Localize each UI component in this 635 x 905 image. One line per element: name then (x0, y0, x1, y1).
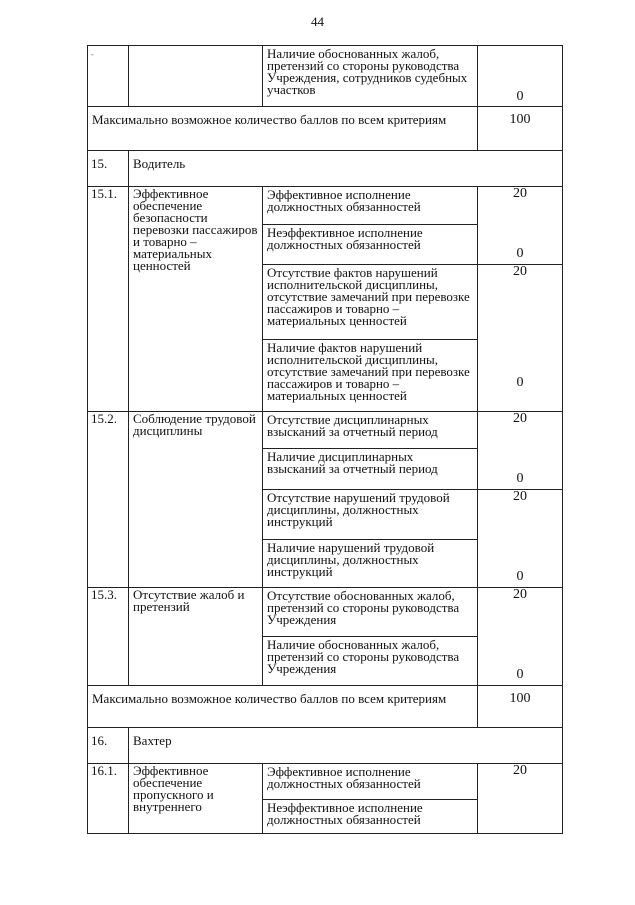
score-value: 0 (478, 46, 563, 107)
section-header-row (88, 151, 563, 187)
item-number: 16.1. (88, 764, 129, 834)
criterion-text: Отсутствие обоснованных жалоб, претензий со стороны руководства Учреждения (263, 588, 478, 637)
section-number: 16. (88, 728, 129, 764)
score-cell (478, 265, 563, 412)
item-name: Эффективное обеспечение пропускного и внутреннего (129, 764, 263, 834)
section-title: Водитель (129, 151, 563, 187)
criterion-text: Эффективное исполнение должностных обязанностей (263, 187, 478, 225)
total-score: 100 (478, 107, 563, 151)
score-value: 20 (513, 411, 527, 426)
score-value: 20 (513, 186, 527, 201)
criterion-text: Наличие обоснованных жалоб, претензий со стороны руководства Учреждения (263, 637, 478, 686)
continuation-mark: - (91, 50, 94, 59)
score-cell (478, 412, 563, 490)
criterion-text: Неэффективное исполнение должностных обязанностей (263, 225, 478, 265)
section-title: Вахтер (129, 728, 563, 764)
table-row (88, 588, 563, 637)
score-cell (478, 187, 563, 265)
table-cell (88, 46, 129, 107)
table-row (88, 46, 563, 107)
criterion-text: Наличие нарушений трудовой дисциплины, должностных инструкций (263, 540, 478, 588)
criterion-text: Неэффективное исполнение должностных обязанностей (263, 800, 478, 834)
score-cell (478, 764, 563, 834)
item-name: Соблюдение трудовой дисциплины (129, 412, 263, 588)
item-number: 15.1. (88, 187, 129, 412)
section-number: 15. (88, 151, 129, 187)
criterion-text: Наличие обоснованных жалоб, претензий со стороны руководства Учреждения, сотрудников судебных участков (263, 46, 478, 107)
table-row (88, 764, 563, 800)
total-label: Максимально возможное количество баллов по всем критериям (88, 686, 478, 728)
score-value: 0 (516, 667, 524, 682)
total-row (88, 686, 563, 728)
score-value: 0 (516, 471, 524, 486)
item-name: Отсутствие жалоб и претензий (129, 588, 263, 686)
item-name: Эффективное обеспечение безопасности перевозки пассажиров и товарно – материальных ценностей (129, 187, 263, 412)
criterion-text: Наличие дисциплинарных взысканий за отчетный период (263, 449, 478, 490)
criterion-text: Отсутствие дисциплинарных взысканий за отчетный период (263, 412, 478, 449)
score-value: 20 (513, 763, 527, 778)
table-cell (129, 46, 263, 107)
table-row (88, 412, 563, 449)
total-label: Максимально возможное количество баллов по всем критериям (88, 107, 478, 151)
criteria-table (87, 45, 563, 834)
criterion-text: Отсутствие фактов нарушений исполнительской дисциплины, отсутствие замечаний при перевозке пассажиров и товарно – материальных ценностей (263, 265, 478, 340)
item-number: 15.2. (88, 412, 129, 588)
table-row (88, 187, 563, 225)
total-score: 100 (478, 686, 563, 728)
score-value: 0 (516, 569, 524, 584)
score-value: 20 (513, 587, 527, 602)
score-value: 20 (513, 489, 527, 504)
score-value: 0 (516, 246, 524, 261)
item-number: 15.3. (88, 588, 129, 686)
criterion-text: Отсутствие нарушений трудовой дисциплины, должностных инструкций (263, 490, 478, 540)
section-header-row (88, 728, 563, 764)
criterion-text: Наличие фактов нарушений исполнительской дисциплины, отсутствие замечаний при перевозке пассажиров и товарно – материальных ценностей (263, 340, 478, 412)
total-row (88, 107, 563, 151)
page-number: 44 (311, 14, 324, 29)
score-cell (478, 588, 563, 686)
score-value: 0 (516, 375, 524, 390)
score-value: 20 (513, 264, 527, 279)
score-cell (478, 490, 563, 588)
criterion-text: Эффективное исполнение должностных обязанностей (263, 764, 478, 800)
